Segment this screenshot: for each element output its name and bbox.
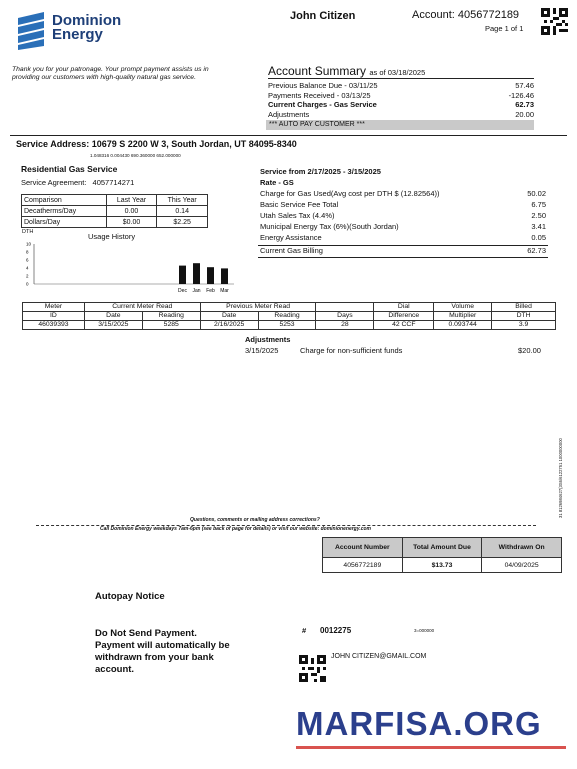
usage-history-chart (22, 238, 236, 298)
rate-line-label: Utah Sales Tax (4.4%) (260, 211, 335, 220)
meter-sub-header: Date (84, 312, 142, 321)
meter-sub-header: DTH (492, 312, 556, 321)
summary-row (268, 81, 534, 91)
meter-cell: 3.9 (492, 321, 556, 330)
dominion-energy-logo-icon (14, 12, 48, 50)
comparison-cell: $0.00 (106, 217, 157, 228)
usage-bar (207, 267, 214, 284)
page-info: Page 1 of 1 (485, 24, 524, 33)
meter-sub-header: Difference (374, 312, 434, 321)
meter-table (22, 302, 556, 330)
rate-line (260, 200, 546, 211)
no-send-detail: Payment will automatically be withdrawn from your bank account. (95, 640, 230, 675)
rate-line-label: Energy Assistance (260, 233, 322, 242)
usage-unit-label: DTH (22, 229, 34, 235)
account-summary-title (268, 64, 425, 78)
watermark-text: MARFISA.ORG (296, 705, 542, 742)
meter-group-header (316, 303, 374, 312)
comparison-cell: Dollars/Day (22, 217, 107, 228)
meter-group-header: Dial (374, 303, 434, 312)
meter-sub-header: ID (23, 312, 85, 321)
total-value: 62.73 (527, 246, 546, 255)
due-header: Withdrawn On (482, 538, 562, 558)
summary-row-label: Adjustments (268, 109, 310, 119)
comparison-cell: Decatherms/Day (22, 206, 107, 217)
usage-y-tick: 8 (26, 249, 29, 255)
adjustment-amount: $20.00 (518, 346, 541, 355)
usage-month-label: Dec (178, 288, 187, 294)
meter-cell: 2/16/2025 (200, 321, 258, 330)
rate-line-label: Basic Service Fee Total (260, 200, 339, 209)
meter-cell: 5285 (142, 321, 200, 330)
usage-y-tick: 0 (26, 281, 29, 287)
amount-due-header-row (323, 538, 562, 558)
side-code: 31 8126984627(3S6/6122751 1000000000 (558, 438, 563, 518)
comparison-header: This Year (157, 195, 208, 206)
due-header: Account Number (323, 538, 403, 558)
questions-line2: Call Dominion Energy weekdays 7am-6pm (see back of page for details) or visit our website: dominionenergy.com (100, 526, 371, 532)
meter-group-header: Billed (492, 303, 556, 312)
company-name-line1: Dominion (52, 12, 122, 29)
rate-line-value: 0.05 (531, 233, 546, 242)
meter-sub-header: Days (316, 312, 374, 321)
summary-row-label: Payments Received - 03/13/25 (268, 90, 371, 100)
usage-bar (179, 266, 186, 284)
watermark-underline (296, 746, 566, 749)
service-code: 1.048316 0.004430 690.360000 652.000000 (90, 153, 181, 158)
meter-cell: 0.093744 (434, 321, 492, 330)
customer-name: John Citizen (290, 10, 356, 22)
side-barcode-text (558, 380, 568, 520)
meter-cell: 5253 (258, 321, 316, 330)
summary-row-value: 20.00 (515, 109, 534, 119)
meter-data-row (23, 321, 556, 330)
rate-line (260, 222, 546, 233)
usage-y-tick: 10 (26, 241, 32, 247)
meter-group-header-row (23, 303, 556, 312)
usage-bar (193, 263, 200, 284)
comparison-cell: 0.14 (157, 206, 208, 217)
account-label: Account: (412, 9, 455, 21)
comparison-table (21, 194, 208, 228)
meter-group-header: Current Meter Read (84, 303, 200, 312)
rate-line-value: 3.41 (531, 222, 546, 231)
comparison-row (22, 206, 208, 217)
rate-line-value: 6.75 (531, 200, 546, 209)
service-address: Service Address: 10679 S 2200 W 3, South Jordan, UT 84095-8340 (16, 139, 297, 149)
rate-name: Rate - GS (260, 178, 294, 187)
meter-cell: 28 (316, 321, 374, 330)
meter-cell: 46039393 (23, 321, 85, 330)
adjustment-date: 3/15/2025 (245, 346, 279, 355)
customer-email: JOHN CITIZEN@GMAIL.COM (331, 653, 427, 660)
questions-line1: Questions, comments or mailing address corrections? (190, 517, 320, 523)
agreement-number: 4057714271 (92, 178, 135, 187)
summary-row-value: -126.46 (508, 90, 534, 100)
comparison-header: Comparison (22, 195, 107, 206)
autopay-notice-title: Autopay Notice (95, 591, 165, 602)
comparison-header: Last Year (106, 195, 157, 206)
service-agreement (21, 178, 134, 187)
summary-row-label: Previous Balance Due - 03/11/25 (268, 81, 378, 90)
company-logo-text (52, 14, 121, 42)
summary-row-value: 62.73 (515, 100, 534, 109)
meter-sub-header: Date (200, 312, 258, 321)
meter-sub-header-row (23, 312, 556, 321)
summary-row-value: 57.46 (515, 81, 534, 90)
meter-group-header: Volume (434, 303, 492, 312)
summary-as-of: as of 03/18/2025 (369, 68, 426, 77)
rate-line-value: 50.02 (527, 189, 546, 198)
due-header: Total Amount Due (402, 538, 482, 558)
usage-month-label: Feb (206, 288, 215, 294)
rate-line-value: 2.50 (531, 211, 546, 220)
stub-hash: # (302, 626, 307, 635)
total-label: Current Gas Billing (260, 246, 323, 255)
due-account-number: 4056772189 (323, 558, 403, 573)
stub-qr-code-icon (299, 655, 326, 682)
usage-y-tick: 2 (26, 273, 29, 279)
rate-line (260, 189, 546, 200)
amount-due-table (322, 537, 562, 573)
residential-title: Residential Gas Service (21, 164, 118, 174)
rate-line-label: Charge for Gas Used(Avg cost per DTH $ (12.82564)) (260, 189, 440, 198)
summary-row (268, 91, 534, 101)
stub-code: 3=000000 (414, 628, 435, 633)
service-period: Service from 2/17/2025 - 3/15/2025 (260, 167, 381, 176)
qr-code-icon (541, 8, 568, 35)
summary-title-text: Account Summary (268, 64, 367, 78)
stub-number: 0012275 (320, 626, 352, 635)
rate-line (260, 211, 546, 222)
rate-line (260, 233, 546, 244)
usage-month-label: Jan (192, 288, 201, 294)
comparison-header-row (22, 195, 208, 206)
summary-row (268, 100, 534, 110)
amount-due-row (323, 558, 562, 573)
meter-sub-header: Multiplier (434, 312, 492, 321)
agreement-label: Service Agreement: (21, 178, 87, 187)
meter-group-header: Meter (23, 303, 85, 312)
current-gas-billing-row (260, 246, 546, 257)
company-name-line2: Energy (52, 26, 103, 43)
comparison-row (22, 217, 208, 228)
autopay-banner: *** AUTO PAY CUSTOMER *** (266, 120, 534, 130)
usage-bar (221, 268, 228, 284)
summary-row-label: Current Charges - Gas Service (268, 100, 377, 109)
meter-cell: 3/15/2025 (84, 321, 142, 330)
meter-group-header: Previous Meter Read (200, 303, 316, 312)
meter-sub-header: Reading (142, 312, 200, 321)
thank-you-message: Thank you for your patronage. Your prompt payment assists us in providing our customers with high-quality natural gas service. (12, 66, 209, 81)
usage-y-tick: 4 (26, 265, 29, 271)
adjustment-description: Charge for non-sufficient funds (300, 346, 403, 355)
no-send-line: Do Not Send Payment. (95, 628, 197, 639)
usage-history-title: Usage History (88, 232, 136, 241)
do-not-send-payment (95, 628, 245, 676)
summary-row (268, 110, 534, 120)
comparison-cell: 0.00 (106, 206, 157, 217)
comparison-cell: $2.25 (157, 217, 208, 228)
meter-sub-header: Reading (258, 312, 316, 321)
due-withdrawn-on: 04/09/2025 (482, 558, 562, 573)
meter-cell: 42 CCF (374, 321, 434, 330)
rate-line-label: Municipal Energy Tax (6%)(South Jordan) (260, 222, 399, 231)
adjustments-title: Adjustments (245, 335, 291, 344)
usage-y-tick: 6 (26, 257, 29, 263)
account-header (412, 9, 519, 21)
account-number: 4056772189 (457, 9, 520, 21)
usage-month-label: Mar (220, 288, 229, 294)
due-total-amount: $13.73 (402, 558, 482, 573)
